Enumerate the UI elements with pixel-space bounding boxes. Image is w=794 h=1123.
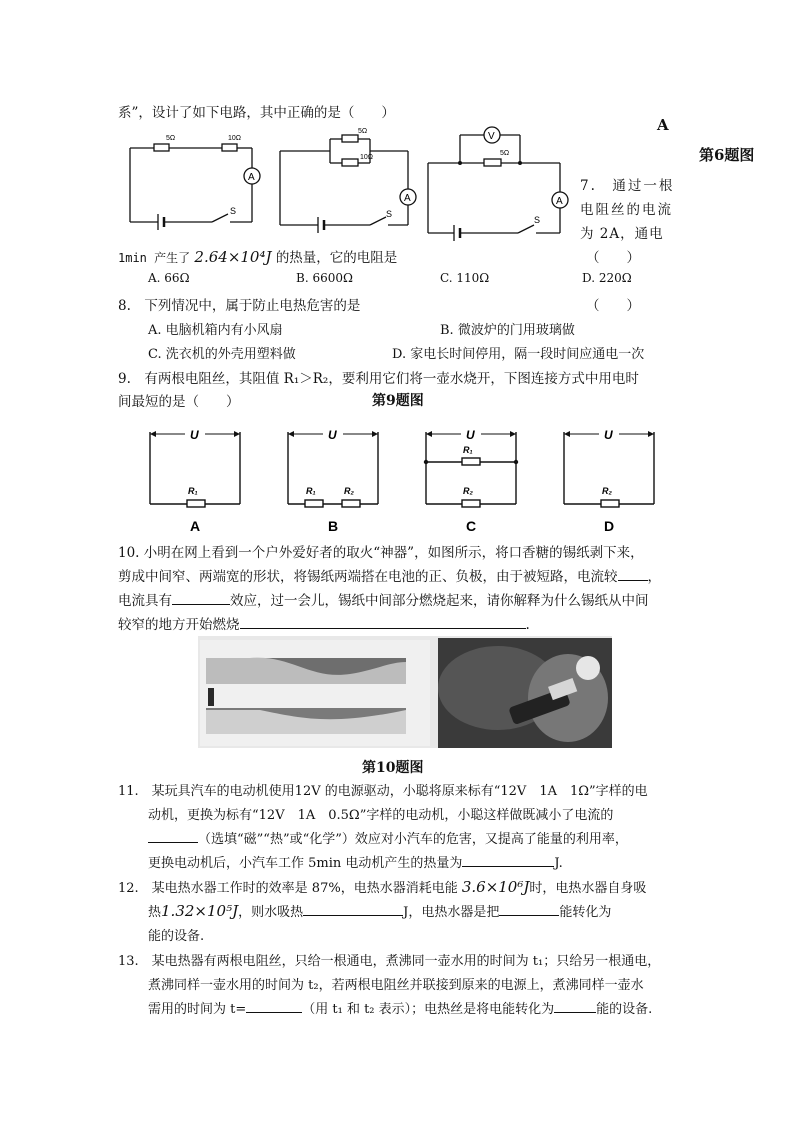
q11-line4 (148, 852, 563, 871)
q11-line3-text: （选填“磁”“热”或“化学”）效应对小汽车的危害，又提高了能量的利用率， (198, 832, 628, 847)
voltage-label-c: U (466, 428, 475, 442)
q12-blank-1 (303, 901, 403, 916)
option-c-label: C (466, 518, 477, 534)
q7-option-a: A. 66Ω (148, 271, 190, 285)
q12-line2-text-d: 能转化为 (559, 905, 612, 920)
q12-line2-text: 热 (148, 905, 162, 920)
q6-circuit-1 (124, 128, 262, 230)
voltage-label-b: U (328, 428, 337, 442)
q10-battery-photo (438, 638, 612, 748)
q11-blank-2 (462, 852, 554, 867)
q7-line4 (118, 246, 397, 266)
q10-line2-end: ， (647, 569, 661, 585)
q8-option-d: D. 家电长时间停用，隔一段时间应通电一次 (392, 347, 645, 362)
q13-blank-1 (246, 998, 302, 1013)
q10-line4 (118, 613, 530, 633)
q10-blank-1 (618, 566, 648, 581)
q12-blank-2 (499, 901, 559, 916)
q11-line2: 动机，更换为标有“12V 1A 0.5Ω”字样的电动机，小聪这样做既减小了电流的 (148, 808, 614, 823)
q12-line3: 能的设备. (148, 929, 205, 944)
q7-line1: 7. 通过一根 (580, 178, 675, 194)
voltmeter-icon: V (488, 131, 495, 142)
q12-line1-rest: 时，电热水器自身吸 (529, 881, 647, 896)
switch-label: S (386, 209, 393, 219)
q10-figure-caption: 第10题图 (362, 760, 424, 776)
q13-line3-text-b: （用 t₁ 和 t₂ 表示）；电热丝是将电能转化为 (302, 1002, 555, 1017)
ammeter-icon: A (404, 193, 411, 204)
q13-line2: 煮沸同样一壶水用的时间为 t₂，若两根电阻丝并联接到原来的电源上，煮沸同样一壶水 (148, 978, 644, 993)
resistor-r1-label: R₁ (306, 486, 316, 496)
q11-line4-end: J. (554, 856, 563, 871)
q11-line4-text: 更换电动机后，小汽车工作 5min 电动机产生的热量为 (148, 856, 463, 871)
q13-line3-text: 需用的时间为 t= (148, 1002, 247, 1017)
q6-figure-caption: 第6题图 (699, 146, 755, 164)
q10-line4-end: . (525, 617, 530, 633)
q13-blank-2 (554, 998, 596, 1013)
label-10ohm-parallel: 10Ω (360, 154, 374, 161)
q9-figure (140, 418, 680, 540)
resistor-10ohm (222, 144, 237, 151)
q7-line3: 为 2A，通电 (580, 226, 664, 242)
label-5ohm-parallel: 5Ω (358, 128, 368, 135)
q6-stem-tail: 系”，设计了如下电路，其中正确的是（ ） (118, 105, 395, 121)
q7-option-c: C. 110Ω (440, 271, 490, 285)
q12-line2-text-b: ，则水吸热 (238, 905, 304, 920)
q8-option-c: C. 洗衣机的外壳用塑料做 (148, 347, 296, 362)
resistor-r1-label: R₁ (188, 486, 198, 496)
q13-line3-end: 能的设备. (596, 1002, 653, 1017)
q12-heat-value: 1.32×10⁵J (161, 902, 239, 920)
q11-blank-1 (148, 828, 198, 843)
q12-energy-value: 3.6×10⁶J (461, 878, 530, 896)
resistor-r2-label: R₂ (344, 486, 354, 496)
resistor-r2-label: R₂ (602, 486, 612, 496)
option-b-label: B (328, 518, 339, 534)
switch-label: S (230, 206, 237, 216)
q12-line1 (118, 877, 646, 896)
q11-line1: 11. 某玩具汽车的电动机使用12V 的电源驱动，小聪将原来标有“12V 1A 1Ω”字样的电 (118, 784, 648, 799)
option-d-label: D (604, 518, 615, 534)
q7-answer-paren: （ ） (586, 250, 640, 266)
resistor-5ohm (154, 144, 169, 151)
q10-line3-text: 电流具有 (118, 593, 172, 609)
q10-line2 (118, 565, 661, 585)
q10-line1: 10. 小明在网上看到一个户外爱好者的取火“神器”，如图所示，将口香糖的锡纸剥下来， (118, 545, 644, 561)
ammeter-icon: A (248, 172, 255, 183)
q7-option-d: D. 220Ω (582, 271, 632, 285)
resistor-r1-label: R₁ (463, 445, 473, 455)
q10-blank-3 (240, 614, 526, 629)
q10-line2-text: 剪成中间窄、两端宽的形状，将锡纸两端搭在电池的正、负极，由于被短路，电流较 (118, 569, 618, 585)
q10-line3 (118, 589, 649, 609)
q7-line4-prefix: 1min 产生了 (118, 251, 191, 265)
label-5ohm: 5Ω (500, 150, 510, 157)
q8-stem: 8. 下列情况中，属于防止电热危害的是 (118, 298, 361, 314)
q10-line3-rest: 效应，过一会儿，锡纸中间部分燃烧起来，请你解释为什么锡纸从中间 (230, 593, 649, 609)
voltage-label-d: U (604, 428, 613, 442)
q7-line2: 电阻丝的电流 (580, 202, 673, 218)
q9-line1: 9. 有两根电阻丝，其阻值 R₁＞R₂，要利用它们将一壶水烧开，下图连接方式中用电时 (118, 371, 639, 387)
q12-line1-text: 12. 某电热水器工作时的效率是 87%，电热水器消耗电能 (118, 881, 458, 896)
q6-circuit-2 (274, 125, 422, 235)
q8-option-a: A. 电脑机箱内有小风扇 (148, 323, 283, 338)
q13-line3 (148, 998, 652, 1017)
ammeter-icon: A (556, 196, 563, 207)
q10-line4-text: 较窄的地方开始燃烧 (118, 617, 240, 633)
q12-line2-text-c: J，电热水器是把 (403, 905, 500, 920)
switch-label: S (534, 215, 541, 225)
option-a-label: A (190, 518, 201, 534)
q10-blank-2 (172, 590, 230, 605)
q9-line2: 间最短的是（ ） (118, 394, 240, 410)
q11-line3 (148, 828, 628, 847)
q8-option-b: B. 微波炉的门用玻璃做 (440, 323, 575, 338)
q13-line1: 13. 某电热器有两根电阻丝，只给一根通电，煮沸同一壶水用的时间为 t₁；只给另一根通电， (118, 954, 661, 969)
label-5ohm: 5Ω (166, 135, 176, 142)
voltage-label-a: U (190, 428, 199, 442)
q12-line2 (148, 901, 611, 920)
resistor-r2-label: R₂ (463, 486, 473, 496)
label-10ohm: 10Ω (228, 135, 242, 142)
q10-tin-foil-photo (200, 640, 430, 746)
q9-figure-caption: 第9题图 (372, 393, 424, 409)
q8-answer-paren: （ ） (586, 298, 640, 314)
q7-heat-value: 2.64×10⁴J (194, 248, 272, 266)
q7-line4-suffix: 的热量，它的电阻是 (275, 250, 398, 266)
q6-answer-mark: A (657, 116, 669, 134)
q6-circuit-3 (424, 123, 574, 245)
q7-option-b: B. 6600Ω (296, 271, 353, 285)
